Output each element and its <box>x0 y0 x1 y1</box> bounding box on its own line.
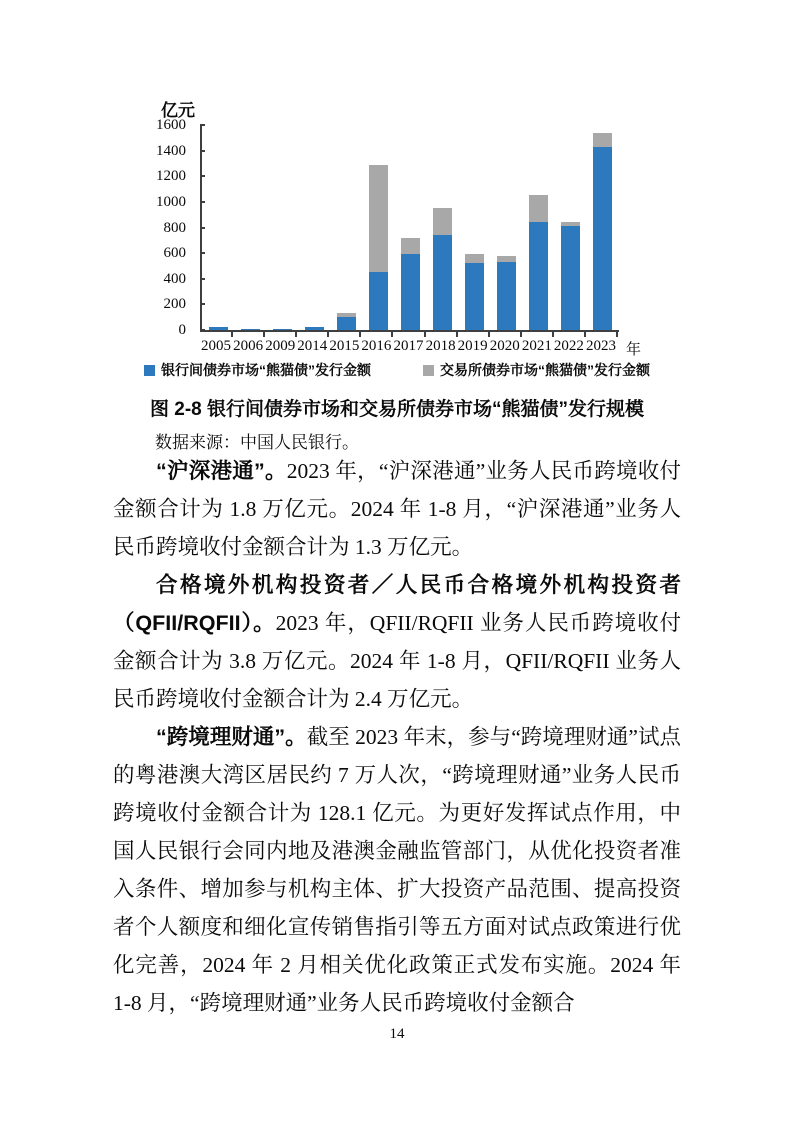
x-tick-mark <box>584 332 586 337</box>
y-tick-mark <box>200 278 205 280</box>
x-tick-mark <box>424 332 426 337</box>
x-tick-label: 2014 <box>297 338 328 354</box>
y-tick-label: 400 <box>163 270 186 287</box>
stacked-bar-plot <box>200 125 619 332</box>
legend-item <box>144 360 371 380</box>
y-tick-label: 1400 <box>156 142 186 159</box>
x-axis-tick-labels <box>200 338 617 355</box>
legend-swatch <box>423 365 434 376</box>
bar-segment <box>369 165 388 273</box>
paragraph-lead: 合格境外机构投资者／人民币合格境外机构投资者（QFII/RQFII）。 <box>113 573 681 635</box>
y-axis-title: 亿元 <box>161 101 195 120</box>
x-tick-label: 2005 <box>201 338 232 354</box>
bar-segment <box>305 327 324 330</box>
bar-slot-2016 <box>362 125 394 330</box>
x-tick-label: 2006 <box>233 338 264 354</box>
legend-label: 银行间债券市场“熊猫债”发行金额 <box>161 362 371 378</box>
y-tick-mark <box>200 329 205 331</box>
y-tick-label: 1600 <box>156 117 186 133</box>
bar-segment <box>593 147 612 330</box>
legend-swatch <box>144 365 155 376</box>
paragraph <box>113 452 681 566</box>
bar-slot-2014 <box>298 125 330 330</box>
bar-segment <box>529 195 548 222</box>
chart-legend <box>0 360 794 380</box>
x-tick-mark <box>552 332 554 337</box>
bar-2017 <box>401 238 420 330</box>
y-tick-mark <box>200 124 205 126</box>
bar-segment <box>401 254 420 330</box>
y-tick-mark <box>200 150 205 152</box>
y-tick-mark <box>200 227 205 229</box>
x-tick-label: 2009 <box>265 338 296 354</box>
bar-2005 <box>209 327 228 330</box>
y-tick-label: 0 <box>178 322 186 338</box>
bar-2009 <box>273 329 292 330</box>
chart-source: 数据来源：中国人民银行。 <box>155 433 359 452</box>
bar-slot-2005 <box>202 125 234 330</box>
bar-segment <box>241 329 260 330</box>
x-tick-mark <box>327 332 329 337</box>
paragraph-lead: “沪深港通”。 <box>156 459 287 483</box>
x-tick-label: 2020 <box>489 338 520 354</box>
bar-slot-2009 <box>266 125 298 330</box>
bar-2019 <box>465 254 484 330</box>
bar-segment <box>593 133 612 148</box>
x-tick-label: 2021 <box>521 338 552 354</box>
y-axis-tick-labels <box>138 117 192 338</box>
bar-segment <box>561 226 580 330</box>
bar-segment <box>273 329 292 330</box>
paragraph-body: 截至 2023 年末，参与“跨境理财通”试点的粤港澳大湾区居民约 7 万人次，“跨境理财通”业务人民币跨境收付金额合计为 128.1 亿元。为更好发挥试点作用，中国人民银行会同内地及港澳金融监管部门，从优化投资者准入条件、增加参与机构主体、扩大投资产品范围、提高投资者个人额度和细化宣传销售指引等五方面对试点政策进行优化完善，2024 年 2 月相关优化政策正式发布实施。2024 年 1-8 月，“跨境理财通”业务人民币跨境收付金额合 <box>113 725 681 1015</box>
bar-2023 <box>593 133 612 330</box>
legend-item <box>423 360 650 380</box>
x-tick-label: 2019 <box>457 338 488 354</box>
y-tick-label: 200 <box>163 296 186 313</box>
bar-segment <box>529 222 548 330</box>
x-tick-mark <box>263 332 265 337</box>
bar-slot-2020 <box>491 125 523 330</box>
bar-slot-2006 <box>234 125 266 330</box>
x-tick-label: 2016 <box>361 338 392 354</box>
bar-segment <box>209 327 228 330</box>
page-number: 14 <box>389 1026 405 1042</box>
bar-2022 <box>561 222 580 330</box>
bar-2006 <box>241 329 260 330</box>
chart-caption: 图 2-8 银行间债券市场和交易所债券市场“熊猫债”发行规模 <box>149 399 645 420</box>
paragraph-lead: “跨境理财通”。 <box>156 725 307 749</box>
bar-slot-2018 <box>427 125 459 330</box>
y-tick-mark <box>200 175 205 177</box>
bar-2014 <box>305 327 324 330</box>
bar-slot-2017 <box>394 125 426 330</box>
bar-segment <box>497 262 516 330</box>
x-tick-mark <box>520 332 522 337</box>
x-axis-title: 年 <box>626 341 642 358</box>
x-tick-mark <box>616 332 618 337</box>
x-tick-label: 2023 <box>585 338 616 354</box>
paragraph-body: 2023 年，QFII/RQFII 业务人民币跨境收付金额合计为 3.8 万亿元。2024 年 1-8 月，QFII/RQFII 业务人民币跨境收付金额合计为 2.4 万亿元。 <box>113 611 682 711</box>
legend-label: 交易所债券市场“熊猫债”发行金额 <box>440 362 650 378</box>
bar-segment <box>433 208 452 235</box>
bar-segment <box>401 238 420 254</box>
y-tick-label: 1000 <box>156 193 186 210</box>
x-tick-label: 2022 <box>553 338 584 354</box>
bar-2021 <box>529 195 548 330</box>
bar-slot-2021 <box>523 125 555 330</box>
x-tick-mark <box>488 332 490 337</box>
x-tick-mark <box>295 332 297 337</box>
paragraph <box>113 718 681 1022</box>
bar-segment <box>465 254 484 264</box>
bar-2016 <box>369 165 388 330</box>
y-tick-label: 600 <box>163 245 186 262</box>
x-tick-mark <box>231 332 233 337</box>
bar-2018 <box>433 208 452 330</box>
bar-slot-2015 <box>330 125 362 330</box>
x-tick-mark <box>359 332 361 337</box>
bar-segment <box>369 272 388 330</box>
bar-slot-2019 <box>459 125 491 330</box>
bar-slot-2022 <box>555 125 587 330</box>
x-tick-mark <box>391 332 393 337</box>
x-tick-label: 2015 <box>329 338 360 354</box>
x-tick-label: 2018 <box>425 338 456 354</box>
bar-2020 <box>497 256 516 330</box>
x-tick-label: 2017 <box>393 338 424 354</box>
bar-slot-2023 <box>587 125 619 330</box>
y-tick-label: 1200 <box>156 168 186 185</box>
bar-segment <box>337 317 356 330</box>
x-tick-mark <box>456 332 458 337</box>
body-text <box>113 452 681 1022</box>
y-tick-mark <box>200 252 205 254</box>
y-tick-mark <box>200 303 205 305</box>
paragraph-body: 2023 年，“沪深港通”业务人民币跨境收付金额合计为 1.8 万亿元。2024 年 1-8 月，“沪深港通”业务人民币跨境收付金额合计为 1.3 万亿元。 <box>113 459 681 559</box>
bar-segment <box>433 235 452 330</box>
paragraph <box>113 566 681 718</box>
y-tick-mark <box>200 201 205 203</box>
bar-2015 <box>337 313 356 330</box>
y-tick-label: 800 <box>163 219 186 236</box>
bar-segment <box>465 263 484 330</box>
